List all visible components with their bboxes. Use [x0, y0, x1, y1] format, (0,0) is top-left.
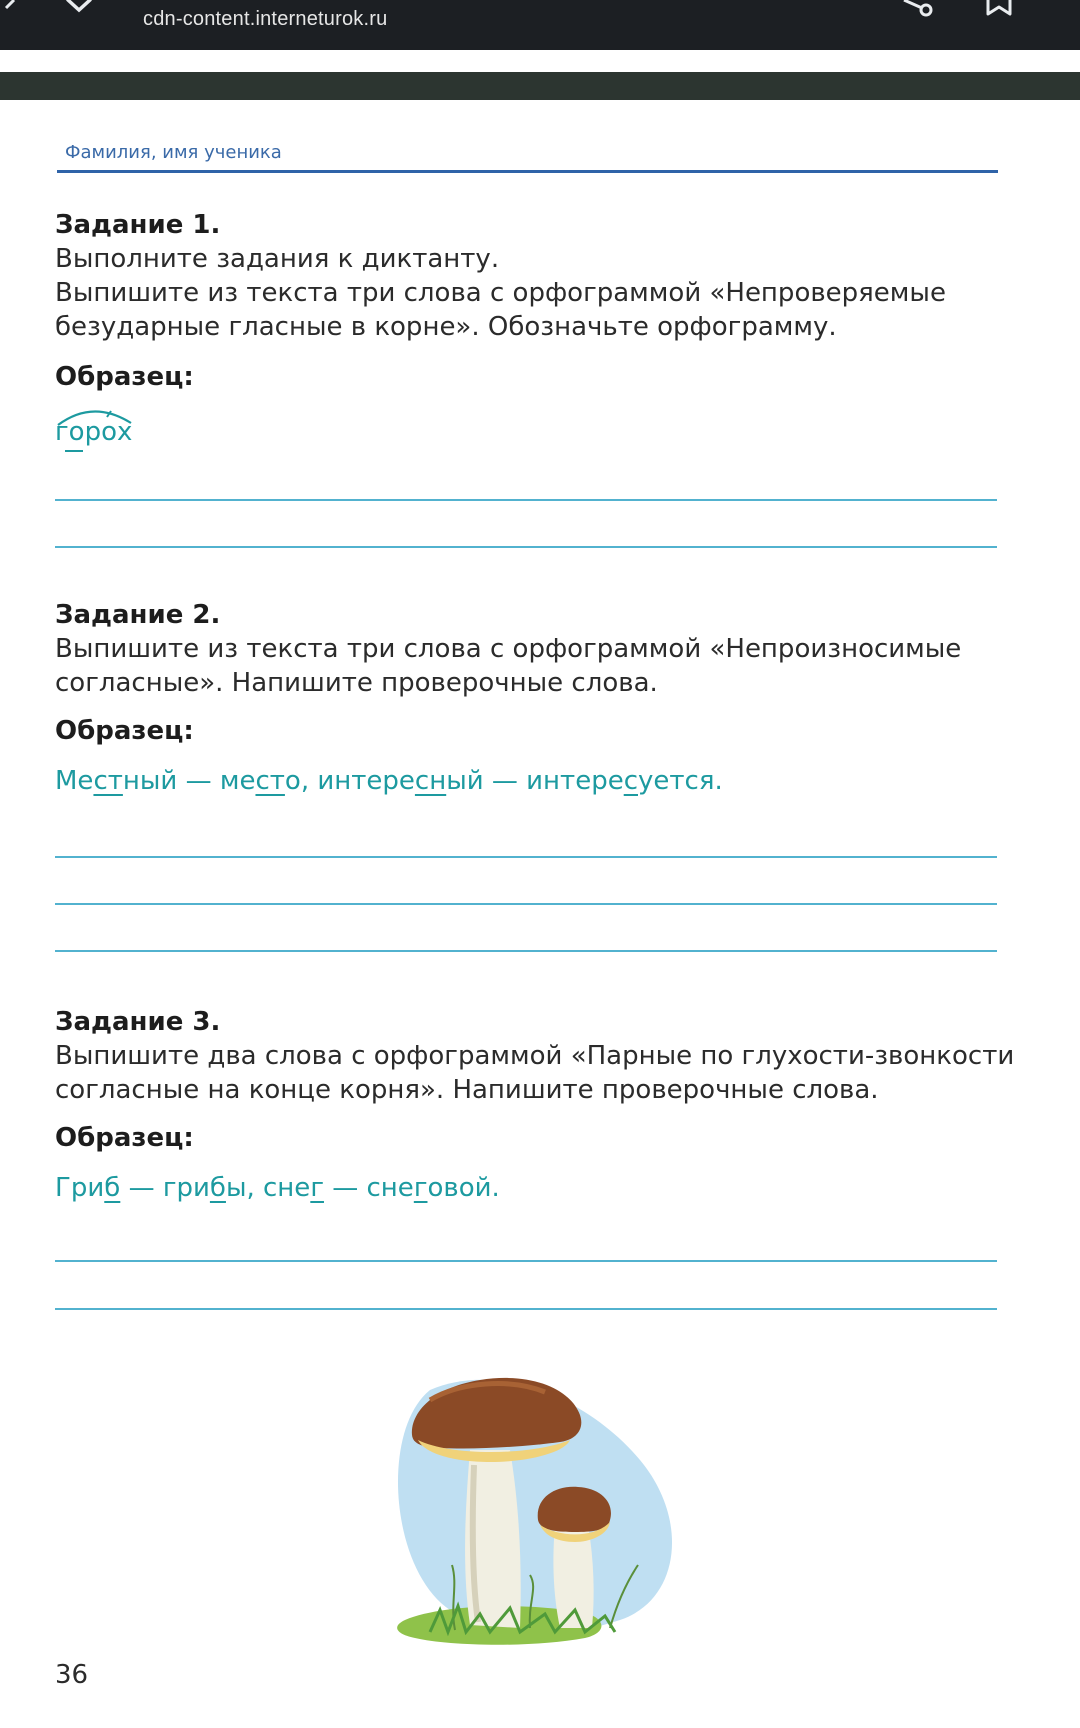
task-3	[55, 1005, 1015, 1205]
task-text-line: безударные гласные в корне». Обозначьте орфограмму.	[55, 312, 837, 342]
sample-answer	[55, 1171, 1015, 1205]
sample-label: Образец:	[55, 362, 194, 392]
task-text-line: Выполните задания к диктанту.	[55, 244, 500, 274]
sample-text: уется.	[638, 766, 723, 796]
task-text-line: Выпишите из текста три слова с орфограммой «Непроверяемые	[55, 278, 946, 308]
sample-text: Гри	[55, 1173, 105, 1203]
task-text-line: согласные». Напишите проверочные слова.	[55, 668, 658, 698]
sample-word-gorokh	[55, 405, 145, 455]
sample-label: Образец:	[55, 716, 194, 746]
share-icon[interactable]	[896, 0, 936, 18]
sample-underlined: б	[209, 1173, 226, 1203]
writing-line[interactable]	[55, 499, 997, 501]
sample-word: горох	[55, 417, 133, 447]
task-title: Задание 2.	[55, 600, 221, 630]
sample-answer	[55, 764, 1015, 798]
task-2	[55, 598, 1015, 798]
sample-text: — гри	[120, 1173, 210, 1203]
bookmark-icon[interactable]	[982, 0, 1016, 18]
writing-line[interactable]	[55, 1260, 997, 1262]
sample-underlined: с	[623, 766, 638, 796]
sample-underlined: сн	[414, 766, 447, 796]
sample-text: овой.	[427, 1173, 500, 1203]
page-number: 36	[55, 1660, 89, 1690]
chevron-down-icon[interactable]	[64, 0, 94, 16]
sample-underlined: ст	[255, 766, 285, 796]
sample-text: ый — интере	[446, 766, 624, 796]
writing-line[interactable]	[55, 546, 997, 548]
student-name-label: Фамилия, имя ученика	[65, 142, 282, 163]
student-name-line	[57, 170, 998, 173]
sample-underlined: б	[104, 1173, 121, 1203]
address-bar-url[interactable]: cdn-content.interneturok.ru	[143, 8, 388, 30]
sample-underlined: г	[310, 1173, 324, 1203]
sample-text: ы, сне	[225, 1173, 311, 1203]
sample-underlined: ст	[93, 766, 123, 796]
sample-text: о, интере	[284, 766, 415, 796]
writing-line[interactable]	[55, 950, 997, 952]
sample-label: Образец:	[55, 1123, 194, 1153]
mushroom-illustration	[370, 1370, 720, 1670]
writing-line[interactable]	[55, 856, 997, 858]
task-title: Задание 3.	[55, 1007, 221, 1037]
writing-line[interactable]	[55, 1308, 997, 1310]
vowel-underline-mark	[55, 449, 145, 459]
task-title: Задание 1.	[55, 210, 221, 240]
sample-underlined: г	[413, 1173, 428, 1203]
task-text-line: Выпишите два слова с орфограммой «Парные по глухости-звонкости	[55, 1041, 1015, 1071]
sample-text: — сне	[323, 1173, 414, 1203]
task-text-line: согласные на конце корня». Напишите проверочные слова.	[55, 1075, 879, 1105]
task-text-line: Выпишите из текста три слова с орфограммой «Непроизносимые	[55, 634, 962, 664]
worksheet-page	[0, 100, 1080, 1728]
sample-text: ный — ме	[122, 766, 256, 796]
sample-text: Ме	[55, 766, 94, 796]
task-1	[55, 208, 1015, 394]
writing-line[interactable]	[55, 903, 997, 905]
back-arrow-icon[interactable]	[4, 0, 32, 24]
viewer-header-strip	[0, 72, 1080, 100]
browser-toolbar	[0, 0, 1080, 50]
